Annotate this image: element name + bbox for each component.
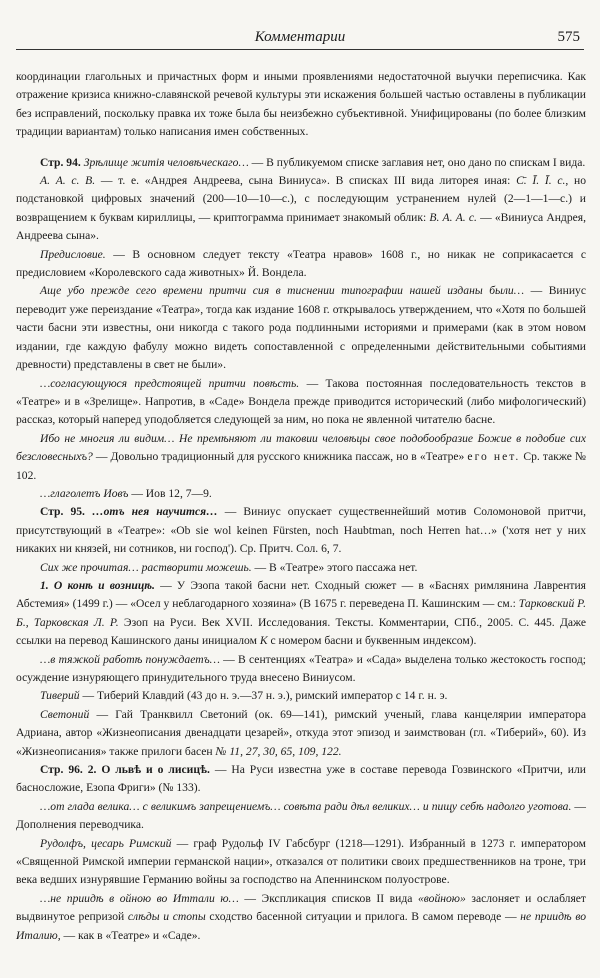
decoded-text: В. А. А. с. [429, 210, 477, 224]
note-aasv [16, 172, 586, 246]
running-header [16, 27, 584, 50]
lemma-glagol: …глаголетъ Иовъ [40, 486, 129, 500]
lemma-tyazh: …в тяжкой работѣ понуждаетъ… [40, 652, 220, 666]
lemma-sikh: Сих же прочитая… растворити можешь. [40, 560, 252, 574]
note-page-95 [16, 503, 586, 558]
phrase-ne-priide: не приидѣ во Италию, [16, 910, 587, 942]
lemma-rudolf: Рудолфъ, цесарь Римский [40, 836, 172, 850]
note-neprid [16, 890, 586, 945]
note-text: — В основном следует тексту «Театра нравов» 1608 г., но никак не соприкасается с предисловием «Королевского сада животных» Й. Вондела. [16, 247, 586, 280]
note-soglas [16, 375, 586, 430]
fable-1-title: 1. О конѣ и возницѣ. [40, 578, 155, 592]
cipher-text: С̄. Ī. Ī. с. [516, 174, 566, 188]
spaced-text: его нет. [467, 450, 521, 464]
note-text: — Иов 12, 7—9. [131, 486, 212, 500]
note-text: , но подстановкой цифровых значений (200—10—10—с.), с последующим устранением нулей (2—1—1—с.) и возвращением к буквам кириллицы, — криптограмма принимает знакомый облик: [16, 174, 586, 224]
note-text: заслоняет и ослабляет выдвинутое репризой [16, 891, 587, 924]
note-text: — граф Рудольф IV Габсбург (1218—1291). Избранный в 1273 г. императором «Священной Римской империи германской нации», отказался от политики своих предшественников на троне, три века ведших изнурявшие Германию войны за господство на Апеннинском полуострове. [16, 836, 586, 887]
lemma-glad: …от глада велика… с великимъ запрещениемъ… совѣта ради дѣл великих… и пищу себѣ надолго уготова. [40, 799, 572, 813]
citation-authors: Тарковский Р. Б., Тарковская Л. Р. [16, 597, 586, 629]
note-text: Ср. также № 102. [16, 450, 586, 482]
note-text: сходство басенной ситуации и прилога. В самом переводе — [209, 910, 517, 924]
lemma-aasv: А. А. с. В. [40, 174, 96, 188]
commentary-body [16, 68, 586, 945]
note-glad [16, 798, 586, 835]
variant-voinoyu: «войною» [417, 891, 466, 905]
note-preface [16, 246, 586, 283]
note-text: — Довольно традиционный для русского книжника пассаж, но в «Театре» [95, 450, 465, 464]
lemma-tiverii: Тиверий [40, 689, 80, 703]
note-text: — Дополнения переводчика. [16, 799, 586, 832]
phrase-sledy: слѣды и стопы [127, 910, 206, 924]
note-text: — У Эзопа такой басни нет. Сходный сюжет — в «Баснях римлянина Лаврентия Абстемия» (1499 г.) — «Осел у неблагодарного хозяина» (В 1675 г. переведена П. Кашинским — см.: [16, 578, 587, 611]
note-tyazh [16, 651, 586, 688]
note-suetonius [16, 706, 586, 761]
note-text: — На Руси известна уже в составе перевода Гозвинского «Притчи, или басносложие, Езопа Фриги» (№ 133). [16, 763, 586, 795]
note-glagol [16, 485, 586, 503]
note-text: — В сентенциях «Театра» и «Сада» выделена только жестокость господ; осуждение изнуряющего принудительного труда внесено Виниусом. [16, 652, 586, 684]
note-fable-1 [16, 577, 586, 651]
lemma-ibo: Ибо не многия ли видим… Не премѣняют ли таковии человѣцы свое подобообразие Божие в подобие сих безсловесныхъ? [16, 431, 586, 464]
note-text: — Тиберий Клавдий (43 до н. э.—37 н. э.), римский император с 14 г. н. э. [82, 689, 448, 703]
running-title: Комментарии [254, 29, 346, 45]
note-text: — В «Театре» этого пассажа нет. [254, 560, 418, 574]
note-sikh [16, 559, 586, 577]
initial-k: К [259, 634, 268, 648]
note-text: — «Виниуса Андрея, Андреева сына». [16, 210, 587, 243]
lemma-preface: Предисловие. [40, 247, 106, 261]
note-text: — Экспликация списков II вида [244, 891, 413, 905]
note-ibo [16, 430, 586, 485]
note-text: — Виниус опускает существеннейший мотив Соломоновой притчи, присутствующий в «Театре»: «Ob sie wol keinen Fürsten, noch Haubtman, noch Herren hat…» ('хотя нет у них никаких ни князей, ни сотников, ни господ'). Ср. Притч. Сол. 6, 7. [16, 505, 586, 556]
note-text: — т. е. «Андрея Андреева, сына Виниуса». В списках III вида литорея иная: [100, 174, 511, 188]
note-text: с номером басни и буквенным индексом). [270, 634, 477, 648]
fable-numbers: № 11, 27, 30, 65, 109, 122. [215, 744, 342, 758]
lemma-soglas: …согласующуюся предстоящей притчи повѣсть. [40, 376, 300, 390]
intro-paragraph: координации глагольных и причастных форм и иными проявлениями недостаточной выучки переписчика. Как отражение кризиса книжно-славянской речевой культуры эти искажения большей частью оставлены в публикации без исправлений, поскольку правка их тоже была бы неизбежно субъективной. Унифицированы (по более близким традиции вариантам) только написания имен собственных. [16, 70, 586, 139]
note-text: — как в «Театре» и «Саде». [63, 928, 201, 942]
lemma-svetonii: Светоний [40, 707, 90, 721]
note-page-96 [16, 761, 586, 798]
note-text: — Такова постоянная последовательность текстов в «Театре» и в «Зрелище». Напротив, в «Саде» Вондела прежде приводится исторический (либо мифологический) рассказ, который наперед уподобляется следующей за ним, но пока не явленной читателю басне. [16, 376, 586, 427]
note-text: Эзоп на Руси. Век XVII. Исследования. Тексты. Комментарии, СПб., 2005. С. 445. Даже ссылки на перевод Кашинского даны инициалом [16, 615, 586, 648]
page-number: 575 [557, 29, 580, 45]
page-ref-95: Стр. 95. [40, 505, 85, 519]
lemma-ashche: Аще убо прежде сего времени притчи сия в тиснении типографии нашей изданы были… [40, 284, 525, 298]
page-ref-94: Стр. 94. [40, 155, 81, 169]
lemma-zrelishche: Зрѣлище житія человѣческаго… [83, 155, 249, 169]
note-text: — Гай Транквилл Светоний (ок. 69—141), римский ученый, глава канцелярии императора Адриана, автор «Жизнеописания двенадцати цезарей», откуда этот эпизод и заимствован (гл. «Тиберий», 60). Из «Жизнеописания» также прилоги басен [16, 707, 587, 758]
lemma-neprid: …не приидѣ в ойною во Иттали ю… [40, 891, 239, 905]
note-ashche [16, 282, 586, 374]
note-tiberius [16, 687, 586, 705]
note-text: — В публикуемом списке заглавия нет, оно дано по спискам I вида. [251, 155, 586, 169]
note-rudolf [16, 835, 586, 890]
page-ref-96: Стр. 96. 2. О львѣ и о лисицѣ. [40, 763, 210, 777]
note-page-94 [16, 154, 586, 172]
note-text: — Виниус переводит уже переиздание «Театра», тогда как издание 1608 г. открывалось утверждением, что «Хотя по большей части басни эти известны, они никогда с такого рода подлинными историями и примерами (как в этом новом издании, где каждую фабулу можно видеть сопоставленной с определенными действительными событиями древности) представлены в свет не были». [16, 284, 586, 372]
lemma-ot-neya: …отъ нея научится… [92, 505, 218, 519]
